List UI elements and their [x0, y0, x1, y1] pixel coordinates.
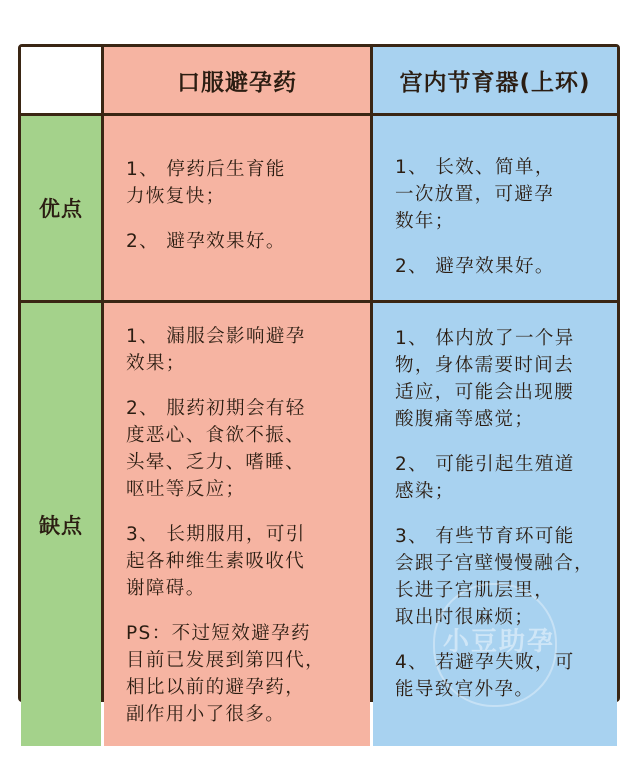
- list-item: 2、 避孕效果好。: [126, 231, 286, 252]
- comparison-table: [18, 44, 620, 725]
- watermark: 小豆助孕: [443, 627, 556, 657]
- corner-cell: [21, 47, 101, 113]
- header-oral-contraceptive: [104, 47, 370, 113]
- list-item: 1、 体内放了一个异 物，身体需要时间去 适应，可能会出现腰 酸腹痛等感觉；: [395, 328, 575, 430]
- list-item: 3、 有些节育环可能 会跟子宫壁慢慢融合， 长进子宫肌层里， 取出时很麻烦；: [395, 526, 595, 628]
- list-item: 2、 可能引起生殖道 感染；: [395, 454, 575, 502]
- list-item: 1、 停药后生育能 力恢复快；: [126, 159, 286, 207]
- pros-iud: [373, 116, 617, 300]
- list-item: 1、 漏服会影响避孕 效果；: [126, 326, 306, 374]
- row-label-cons: [21, 303, 101, 746]
- row-label-pros: [21, 116, 101, 300]
- list-item: 1、 长效、简单， 一次放置，可避孕 数年；: [395, 157, 555, 232]
- list-item: 4、 若避孕失败，可 能导致宫外孕。: [395, 652, 575, 700]
- row-label-pros-text: 优点: [39, 197, 83, 221]
- list-item: 2、 服药初期会有轻 度恶心、食欲不振、 头晕、乏力、嗜睡、 呕吐等反应；: [126, 398, 306, 500]
- pros-oral-contraceptive: [104, 116, 370, 300]
- row-label-cons-text: 缺点: [39, 513, 83, 538]
- list-item: 2、 避孕效果好。: [395, 256, 555, 277]
- list-item: 3、 长期服用，可引 起各种维生素吸收代 谢障碍。: [126, 524, 306, 599]
- header-oral-contraceptive-label: 口服避孕药: [177, 69, 297, 96]
- cons-oral-contraceptive: [104, 303, 370, 746]
- header-iud: [373, 47, 617, 113]
- cons-iud: [373, 303, 617, 746]
- list-item: PS：不过短效避孕药 目前已发展到第四代， 相比以前的避孕药， 副作用小了很多。: [126, 623, 326, 725]
- header-iud-label: 宫内节育器(上环): [399, 69, 591, 96]
